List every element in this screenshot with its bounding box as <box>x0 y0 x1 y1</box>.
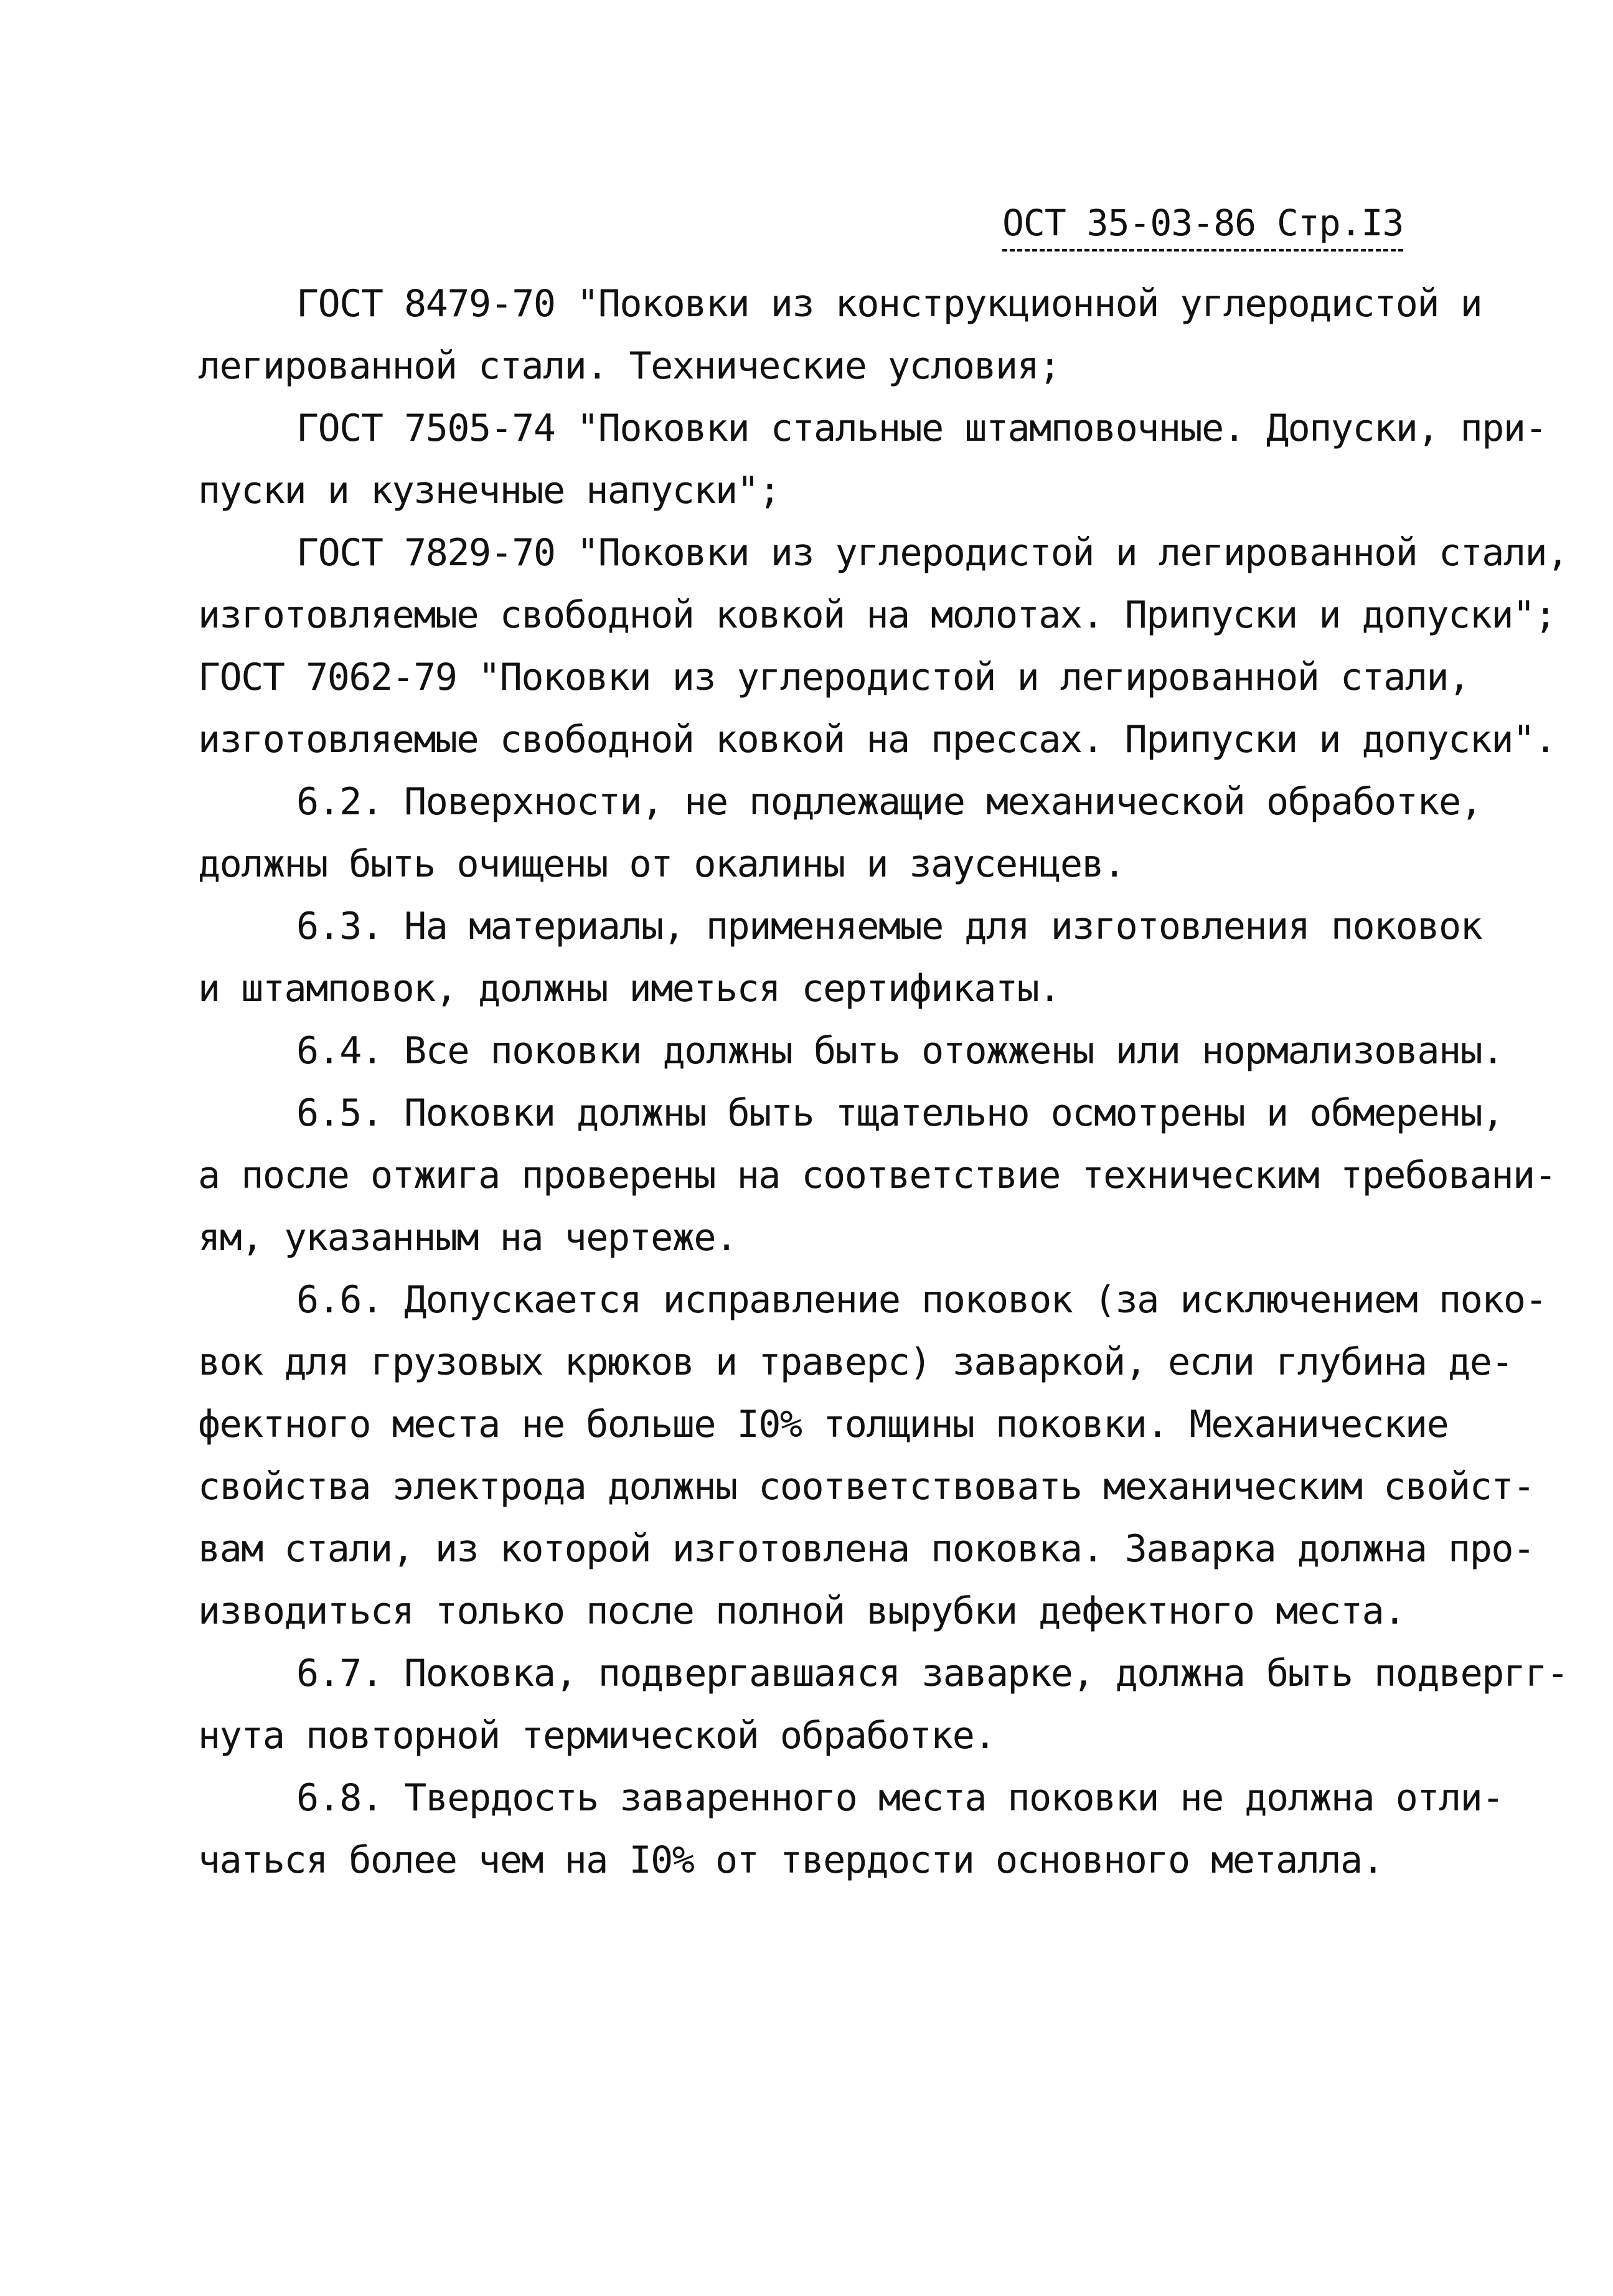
text-line: 6.7. Поковка, подвергавшаяся заварке, должна быть подвергг- <box>296 1652 1568 1695</box>
text-line: ям, указанным на чертеже. <box>198 1216 737 1259</box>
text-line: пуски и кузнечные напуски"; <box>198 469 780 512</box>
text-line: свойства электрода должны соответствовать механическим свойст- <box>198 1465 1535 1508</box>
text-line: легированной стали. Технические условия; <box>198 344 1060 388</box>
text-line: фектного места не больше I0% толщины поковки. Механические <box>198 1403 1449 1446</box>
text-line: вам стали, из которой изготовлена поковка. Заварка должна про- <box>198 1527 1535 1571</box>
text-line: 6.3. На материалы, применяемые для изготовления поковок <box>296 905 1482 948</box>
text-line: нута повторной термической обработке. <box>198 1714 996 1757</box>
text-line: ГОСТ 7505-74 "Поковки стальные штамповочные. Допуски, при- <box>296 407 1547 450</box>
page-header-doc-ref: ОСТ 35-03-86 Стр.I3 <box>1002 198 1403 252</box>
text-line: изготовляемые свободной ковкой на прессах. Припуски и допуски". <box>198 718 1556 761</box>
text-line: 6.5. Поковки должны быть тщательно осмотрены и обмерены, <box>296 1091 1503 1135</box>
text-line: изготовляемые свободной ковкой на молотах. Припуски и допуски"; <box>198 593 1556 637</box>
text-line: 6.2. Поверхности, не подлежащие механической обработке, <box>296 780 1482 824</box>
text-line: вок для грузовых крюков и траверс) заваркой, если глубина де- <box>198 1340 1513 1384</box>
text-line: 6.4. Все поковки должны быть отожжены или нормализованы. <box>296 1029 1503 1073</box>
text-line: 6.6. Допускается исправление поковок (за исключением поко- <box>296 1278 1547 1322</box>
text-line: и штамповок, должны иметься сертификаты. <box>198 967 1060 1010</box>
text-line: изводиться только после полной вырубки дефектного места. <box>198 1589 1405 1633</box>
text-line: должны быть очищены от окалины и заусенцев. <box>198 842 1125 886</box>
text-line: ГОСТ 7829-70 "Поковки из углеродистой и легированной стали, <box>296 531 1568 575</box>
text-line: 6.8. Твердость заваренного места поковки не должна отли- <box>296 1776 1503 1820</box>
text-line: ГОСТ 8479-70 "Поковки из конструкционной углеродистой и <box>296 282 1482 326</box>
text-line: чаться более чем на I0% от твердости основного металла. <box>198 1838 1384 1882</box>
text-line: ГОСТ 7062-79 "Поковки из углеродистой и легированной стали, <box>198 656 1470 699</box>
text-line: а после отжига проверены на соответствие техническим требовани- <box>198 1154 1556 1197</box>
